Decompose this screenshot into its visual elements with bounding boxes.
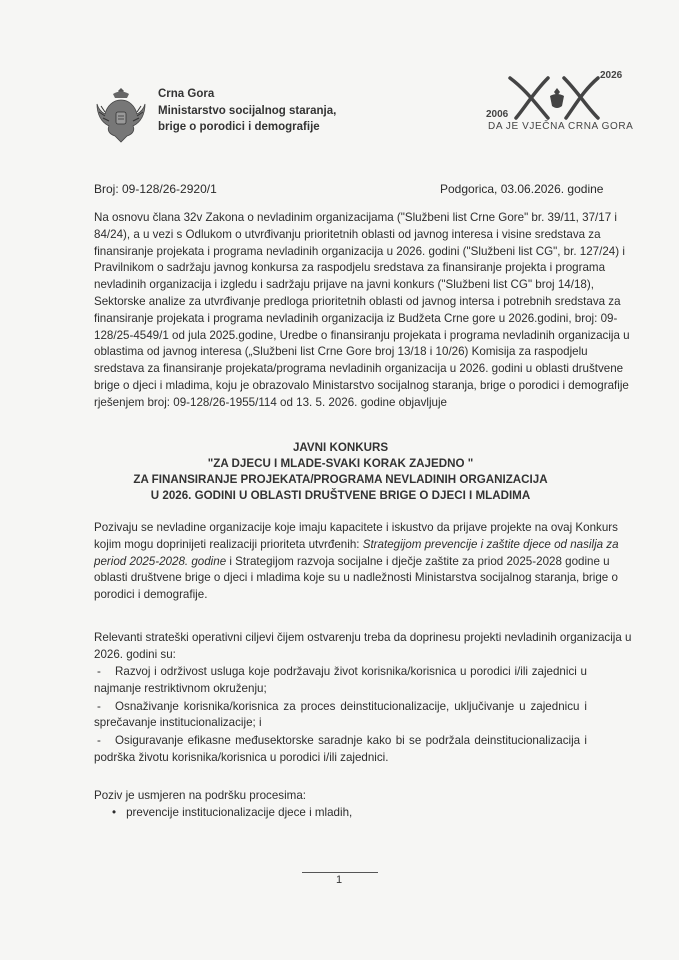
intro-paragraph bbox=[94, 210, 630, 412]
list-item bbox=[94, 733, 587, 767]
title-line: U 2026. GODINI U OBLASTI DRUŠTVENE BRIGE O DJECI I MLADIMA bbox=[150, 489, 531, 502]
intro-line: finansiranje projekata i programa nevladinih organizacija iz Budžeta Crne gore u 2026.godini, broj: 09- bbox=[94, 311, 618, 325]
invitation-text: i Strategijom razvoja socijalne i dječje zaštite za priod 2025-2028 godine u bbox=[226, 554, 610, 568]
list-item bbox=[94, 664, 587, 698]
intro-line: Pravilnikom o sadržaju javnog konkursa za raspodjelu sredstava za finansiranje projekta i programa bbox=[94, 261, 606, 275]
title-line: ZA FINANSIRANJE PROJEKATA/PROGRAMA NEVLADINIH ORGANIZACIJA bbox=[133, 473, 548, 486]
intro-line: finansiranje projekata i programa nevladinih organizacija u 2026. godini ("Službeni list CG", br. 127/24) i bbox=[94, 244, 625, 258]
intro-line: Sektorske analize za utvrđivanje predloga prioritetnih oblasti od javnog intersa i potrebnih sredstava za bbox=[94, 294, 621, 308]
intro-line: sredstava za finansiranje projekata/programa nevladinih organizacija u 2026. godini u oblasti društvene bbox=[94, 362, 624, 376]
coat-of-arms-icon bbox=[95, 84, 147, 144]
strategy-reference: Strategijom prevencije i zaštite djece od nasilja za bbox=[362, 537, 619, 551]
intro-line: rješenjem broj: 09-128/26-1955/114 od 13. 5. 2026. godine objavljuje bbox=[94, 395, 448, 409]
reference-number: Broj: 09-128/26-2920/1 bbox=[94, 182, 217, 196]
title-line: "ZA DJECU I MLADE-SVAKI KORAK ZAJEDNO " bbox=[207, 457, 474, 470]
invitation-line: Pozivaju se nevladine organizacije koje imaju kapacitete i iskustvo da prijave projekte na ovaj Konkurs bbox=[94, 521, 618, 534]
focus-list bbox=[112, 805, 352, 822]
invitation-line: porodici i demografije. bbox=[94, 588, 208, 602]
reference-date: Podgorica, 03.06.2026. godine bbox=[440, 182, 604, 196]
objective-text-cont: sprečavanje institucionalizacije; i bbox=[94, 716, 262, 730]
invitation-line bbox=[94, 554, 610, 571]
objectives-line: Relevanti strateški operativni ciljevi čijem ostvarenju treba da doprinesu projekti nevladinih organizacija u bbox=[94, 631, 632, 644]
list-item bbox=[94, 699, 587, 733]
objectives-list bbox=[94, 664, 587, 768]
intro-line: 128/25-4549/1 od jula 2025.godine, Uredbe o finansiranju projekata i programa nevladinih organizacija u bbox=[94, 328, 630, 342]
anniversary-year-start: 2006 bbox=[486, 109, 509, 120]
intro-line: Na osnovu člana 32v Zakona o nevladinim organizacijama ("Službeni list Crne Gore" br. 39/11, 37/17 i bbox=[94, 211, 617, 224]
anniversary-tagline: DA JE VJEČNA CRNA GORA bbox=[488, 121, 634, 132]
intro-line: oblastima od javnog interesa („Službeni list Crne Gore broj 13/18 i 10/26) Komisija za raspodjelu bbox=[94, 345, 588, 359]
objective-text-cont: najmanje restriktivnom okruženju; bbox=[94, 681, 267, 695]
ministry-line-name-cont: brige o porodici i demografije bbox=[158, 121, 320, 133]
strategy-period: period 2025-2028. godine bbox=[94, 554, 227, 568]
dash-bullet-icon: - bbox=[97, 665, 101, 678]
invitation-line: oblasti društvene brige o djeci i mladima koje su u nadležnosti Ministarstva socijalnog staranja, brige o bbox=[94, 571, 618, 585]
anniversary-year-end: 2026 bbox=[600, 70, 623, 81]
intro-line: 84/24), a u vezi s Odlukom o utvrđivanju prioritetnih oblasti od javnog interesa i visine sredstava za bbox=[94, 227, 601, 241]
page-number: 1 bbox=[336, 874, 343, 886]
objective-text: Osnaživanje korisnika/korisnica za proces deinstitucionalizacije, uključivanje u zajednicu i bbox=[115, 699, 587, 713]
intro-line: nevladinih organizacija i izgledu i sadržaju prijave na javni konkurs ("Službeni list CG" broj 14/18), bbox=[94, 278, 594, 292]
invitation-paragraph bbox=[94, 520, 619, 604]
objective-text: Razvoj i održivost usluga koje podržavaju život korisnika/korisnica u porodici i/ili zajednici u bbox=[115, 665, 587, 678]
bullet-icon: • bbox=[112, 806, 117, 819]
focus-intro bbox=[94, 788, 587, 805]
intro-line: brige o djeci i mladima, koju je obrazovalo Ministarstvo socijalnog staranja, brige o porodici i demografije bbox=[94, 378, 629, 392]
document-title bbox=[94, 440, 587, 504]
focus-intro-text: Poziv je usmjeren na podršku procesima: bbox=[94, 789, 307, 802]
objectives-line: 2026. godini su: bbox=[94, 647, 176, 661]
dash-bullet-icon: - bbox=[97, 734, 101, 748]
dash-bullet-icon: - bbox=[97, 699, 101, 713]
invitation-text: kojim mogu doprinijeti realizaciji prioriteta utvrđenih: bbox=[94, 537, 363, 551]
ministry-line-name: Ministarstvo socijalnog staranja, bbox=[158, 104, 337, 117]
title-line: JAVNI KONKURS bbox=[292, 441, 389, 454]
objectives-intro bbox=[94, 630, 632, 664]
objective-text-cont: podrška životu korisnika/korisnica u porodici i/ili zajednici. bbox=[94, 750, 389, 764]
objective-text: Osiguravanje efikasne međusektorske saradnje kako bi se podržala deinstitucionalizacija i bbox=[115, 734, 587, 748]
focus-item: prevencije institucionalizacije djece i mladih, bbox=[126, 806, 353, 819]
footer-divider bbox=[302, 872, 378, 873]
ministry-line-country: Crna Gora bbox=[158, 88, 215, 100]
ministry-name bbox=[158, 86, 336, 136]
invitation-line bbox=[94, 537, 619, 554]
